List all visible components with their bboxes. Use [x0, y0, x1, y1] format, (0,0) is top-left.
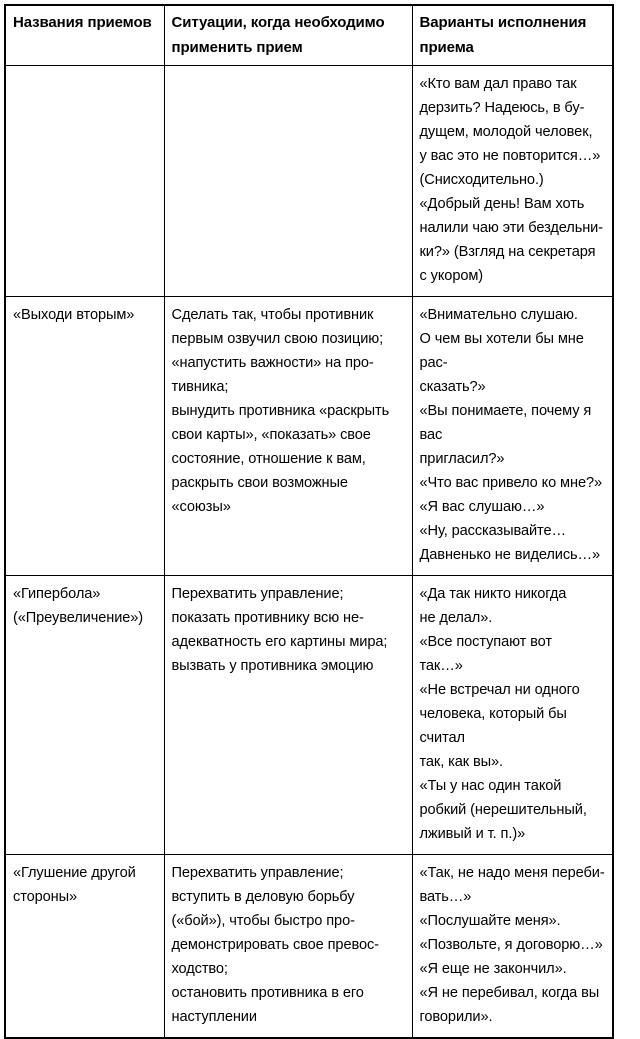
cell-technique-situations — [164, 297, 412, 576]
text-line: «Ну, рассказывайте… — [419, 523, 566, 539]
text-line: Сделать так, чтобы противник — [171, 307, 374, 323]
header-lines-col3 — [420, 11, 606, 60]
text-line: «Все поступают вот — [419, 634, 552, 650]
text-line: «Послушайте меня». — [419, 913, 561, 929]
text-line: состояние, отношение к вам, — [171, 451, 366, 467]
row-3-situation-lines — [172, 861, 405, 1029]
text-line: Варианты исполнения — [419, 14, 587, 31]
text-line: (Снисходительно.) — [419, 172, 544, 188]
text-line: дерзить? Надеюсь, в бу- — [419, 100, 585, 116]
text-line: «Ты у нас один такой — [419, 778, 562, 794]
table-row — [5, 297, 613, 576]
text-line: сказать?» — [419, 379, 486, 395]
text-line: с укором) — [419, 268, 484, 284]
text-line: О чем вы хотели бы мне рас- — [419, 331, 588, 371]
text-line: («Преувеличение») — [13, 610, 144, 626]
cell-technique-situations — [164, 66, 412, 297]
text-line: «напустить важности» на про- — [171, 355, 374, 371]
text-line: остановить противника в его — [171, 985, 364, 1001]
text-line: говорили». — [419, 1009, 493, 1025]
text-line: приема — [419, 38, 474, 56]
text-line: демонстрировать свое превос- — [171, 937, 379, 953]
text-line: налили чаю эти бездельни- — [419, 220, 603, 236]
text-line: «Так, не надо меня переби- — [419, 865, 605, 881]
text-line: ки?» (Взгляд на секретаря — [419, 244, 596, 260]
text-line: вызвать у противника эмоцию — [171, 658, 374, 674]
row-1-variant-lines — [420, 303, 606, 567]
text-line: «Добрый день! Вам хоть — [419, 196, 585, 212]
text-line: Названия приемов — [13, 14, 152, 31]
text-line: «Позвольте, я договорю…» — [419, 937, 603, 953]
text-line: вынудить противника «раскрыть — [171, 403, 390, 419]
text-line: первым озвучил свою позицию; — [171, 331, 384, 347]
cell-technique-name — [5, 66, 164, 297]
text-line: «Я не перебивал, когда вы — [419, 985, 600, 1001]
text-line: адекватность его картины мира; — [171, 634, 388, 650]
text-line: «Выходи вторым» — [13, 307, 135, 323]
text-line: показать противнику всю не- — [171, 610, 364, 626]
text-line: «Гипербола» — [13, 586, 101, 602]
text-line: дущем, молодой человек, — [419, 124, 593, 140]
cell-technique-name — [5, 855, 164, 1039]
text-line: «Да так никто никогда — [419, 586, 567, 602]
text-line: вступить в деловую борьбу — [171, 889, 355, 905]
row-0-name-lines — [13, 72, 157, 73]
text-line: стороны» — [13, 889, 78, 905]
header-lines-col1 — [13, 11, 157, 36]
table-header-row — [5, 5, 613, 66]
text-line: «Я еще не закончил». — [419, 961, 567, 977]
text-line: тивника; — [171, 379, 229, 395]
text-line: «Не встречал ни одного — [419, 682, 580, 698]
text-line: свои карты», «показать» свое — [171, 427, 371, 443]
text-line: «Внимательно слушаю. — [419, 307, 578, 323]
row-1-name-lines — [13, 303, 157, 327]
header-lines-col2 — [172, 11, 405, 60]
cell-technique-situations — [164, 576, 412, 855]
table-header — [5, 5, 613, 66]
text-line: лживый и т. п.)» — [419, 826, 526, 842]
cell-technique-variants — [412, 576, 613, 855]
text-line: Перехватить управление; — [171, 586, 344, 602]
text-line: раскрыть свои возможные — [171, 475, 348, 491]
row-2-variant-lines — [420, 582, 606, 846]
text-line: применить прием — [171, 38, 303, 56]
text-line: у вас это не повторится…» — [419, 148, 601, 164]
column-header-variants — [412, 5, 613, 66]
text-line: так…» — [419, 658, 463, 674]
row-3-variant-lines — [420, 861, 606, 1029]
row-2-situation-lines — [172, 582, 405, 678]
text-line: ходство; — [171, 961, 228, 977]
row-3-name-lines — [13, 861, 157, 909]
text-line: не делал». — [419, 610, 493, 626]
row-1-situation-lines — [172, 303, 405, 519]
text-line: Ситуации, когда необходимо — [171, 14, 385, 31]
table-row — [5, 855, 613, 1039]
cell-technique-variants — [412, 855, 613, 1039]
text-line: человека, который бы считал — [419, 706, 571, 746]
cell-technique-variants — [412, 66, 613, 297]
text-line: «Глушение другой — [13, 865, 136, 881]
text-line: «Кто вам дал право так — [419, 76, 577, 92]
text-line: Давненько не виделись…» — [419, 547, 601, 563]
text-line: «Я вас слушаю…» — [419, 499, 545, 515]
column-header-situations — [164, 5, 412, 66]
row-2-name-lines — [13, 582, 157, 630]
cell-technique-name — [5, 576, 164, 855]
text-line: наступлении — [171, 1009, 257, 1025]
text-line: так, как вы». — [419, 754, 504, 770]
text-line: «Вы понимаете, почему я вас — [419, 403, 596, 443]
text-line: («бой»), чтобы быстро про- — [171, 913, 355, 929]
row-0-variant-lines — [420, 72, 606, 288]
cell-technique-variants — [412, 297, 613, 576]
text-line: Перехватить управление; — [171, 865, 344, 881]
text-line: пригласил?» — [419, 451, 505, 467]
cell-technique-name — [5, 297, 164, 576]
text-line: вать…» — [419, 889, 472, 905]
table-row — [5, 576, 613, 855]
row-0-situation-lines — [172, 72, 405, 73]
cell-technique-situations — [164, 855, 412, 1039]
table-row — [5, 66, 613, 297]
techniques-table — [4, 4, 614, 1039]
text-line: «Что вас привело ко мне?» — [419, 475, 602, 491]
text-line: робкий (нерешительный, — [419, 802, 587, 818]
text-line: «союзы» — [171, 499, 231, 515]
table-body — [5, 66, 613, 1039]
column-header-names — [5, 5, 164, 66]
